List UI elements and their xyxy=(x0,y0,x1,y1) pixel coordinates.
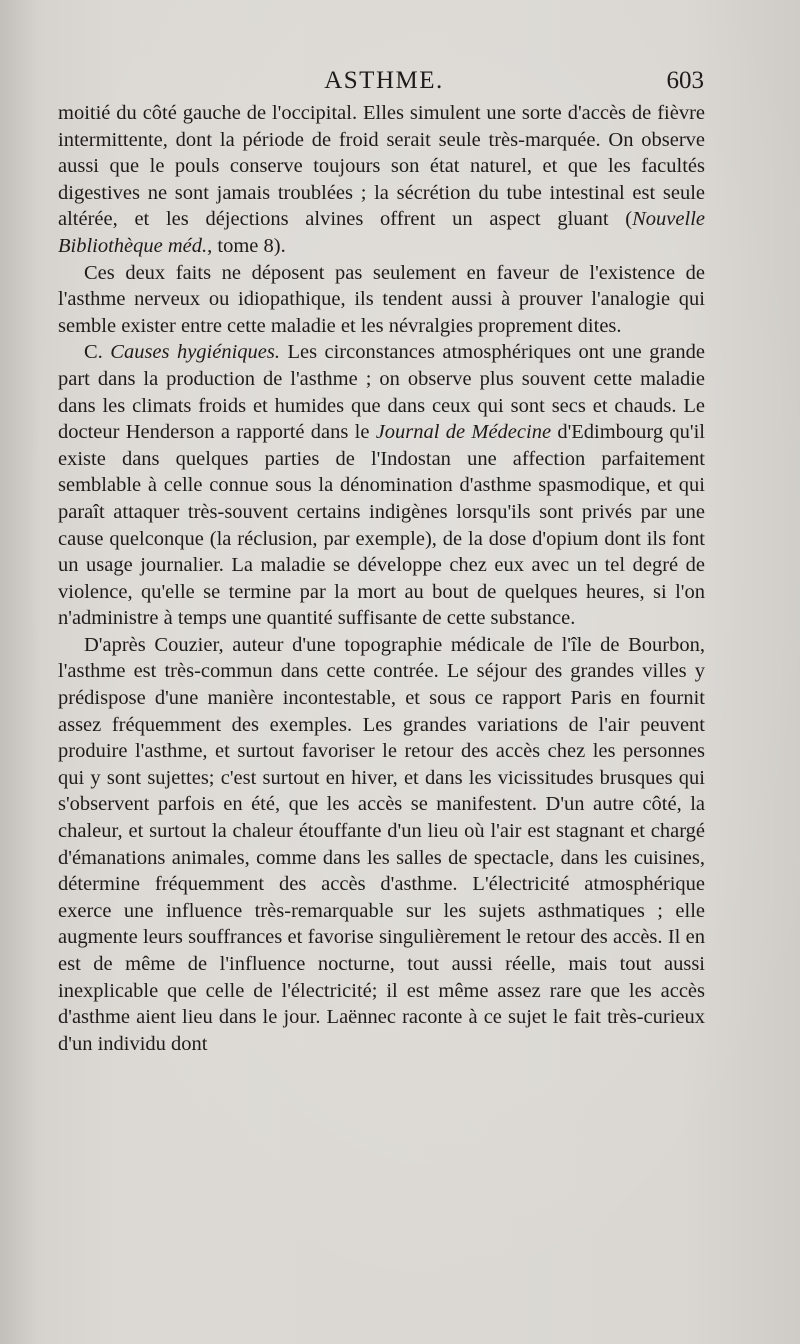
text-segment: moitié du côté gauche de l'occipital. Elles simulent une sorte d'accès de fièvre intermittente, dont la période de froid serait seule très-marquée. On observe aussi que le pouls conserve toujours son état naturel, et que les facultés digestives ne sont jamais troublées ; la sécrétion du tube intestinal est seule altérée, et les déjections alvines offrent un aspect gluant ( xyxy=(58,102,705,231)
running-title: ASTHME. xyxy=(324,67,444,94)
page-number: 603 xyxy=(666,67,704,94)
paragraph-1 xyxy=(58,100,705,260)
text-segment: Les circonstances atmosphériques ont une grande part dans la production de l'asthme ; on observe plus souvent cette maladie dans les climats froids et humides que dans ceux qui sont secs et chauds. Le docteur Henderson a rapporté dans le xyxy=(58,341,705,444)
citation-italic: Nouvelle Bibliothèque méd. xyxy=(58,208,705,257)
paragraph-3 xyxy=(58,339,705,632)
journal-title-italic: Journal de Médecine xyxy=(375,421,552,444)
text-segment: D'après Couzier, auteur d'une topographie médicale de l'île de Bourbon, l'asthme est très-commun dans cette contrée. Le séjour des grandes villes y prédispose d'une manière incontestable, et sous ce rapport Paris en fournit assez fréquemment des exemples. Les grandes variations de l'air peuvent produire l'asthme, et surtout favoriser le retour des accès chez les personnes qui y sont sujettes; c'est surtout en hiver, et dans les vicissitudes brusques qui s'observent parfois en été, que les accès se manifestent. D'un autre côté, la chaleur, et surtout la chaleur étouffante d'un lieu où l'air est stagnant et chargé d'émanations animales, comme dans les salles de spectacle, dans les cuisines, détermine fréquemment des accès d'asthme. L'électricité atmosphérique exerce une influence très-remarquable sur les sujets asthmatiques ; elle augmente leurs souffrances et favorise singulièrement le retour des accès. Il en est de même de l'influence nocturne, tout aussi réelle, mais tout aussi inexplicable que celle de l'électricité; il est même assez rare que les accès d'asthme aient lieu dans le jour. Laënnec raconte à ce sujet le fait très-curieux d'un individu dont xyxy=(58,633,705,1055)
section-heading-italic: Causes hygiéniques. xyxy=(110,341,280,364)
text-segment: C. xyxy=(84,341,111,364)
text-segment: , tome 8). xyxy=(207,234,286,257)
paragraph-2 xyxy=(58,260,705,340)
page-header xyxy=(60,66,708,96)
paragraph-4 xyxy=(58,632,705,1058)
text-segment: d'Edimbourg qu'il existe dans quelques parties de l'Indostan une affection parfaitement semblable à celle connue sous la dénomination d'asthme spasmodique, et qui paraît attaquer très-souvent certains indigènes lorsqu'ils sont privés par une cause quelconque (la réclusion, par exemple), de la dose d'opium dont ils font un usage journalier. La maladie se développe chez eux avec un tel degré de violence, qu'elle se termine par la mort au bout de quelques heures, si l'on n'administre à temps une quantité suffisante de cette substance. xyxy=(58,421,705,630)
text-segment: Ces deux faits ne déposent pas seulement en faveur de l'existence de l'asthme nerveux ou idiopathique, ils tendent aussi à prouver l'analogie qui semble exister entre cette maladie et les névralgies proprement dites. xyxy=(58,261,705,337)
body-text xyxy=(58,100,705,1057)
